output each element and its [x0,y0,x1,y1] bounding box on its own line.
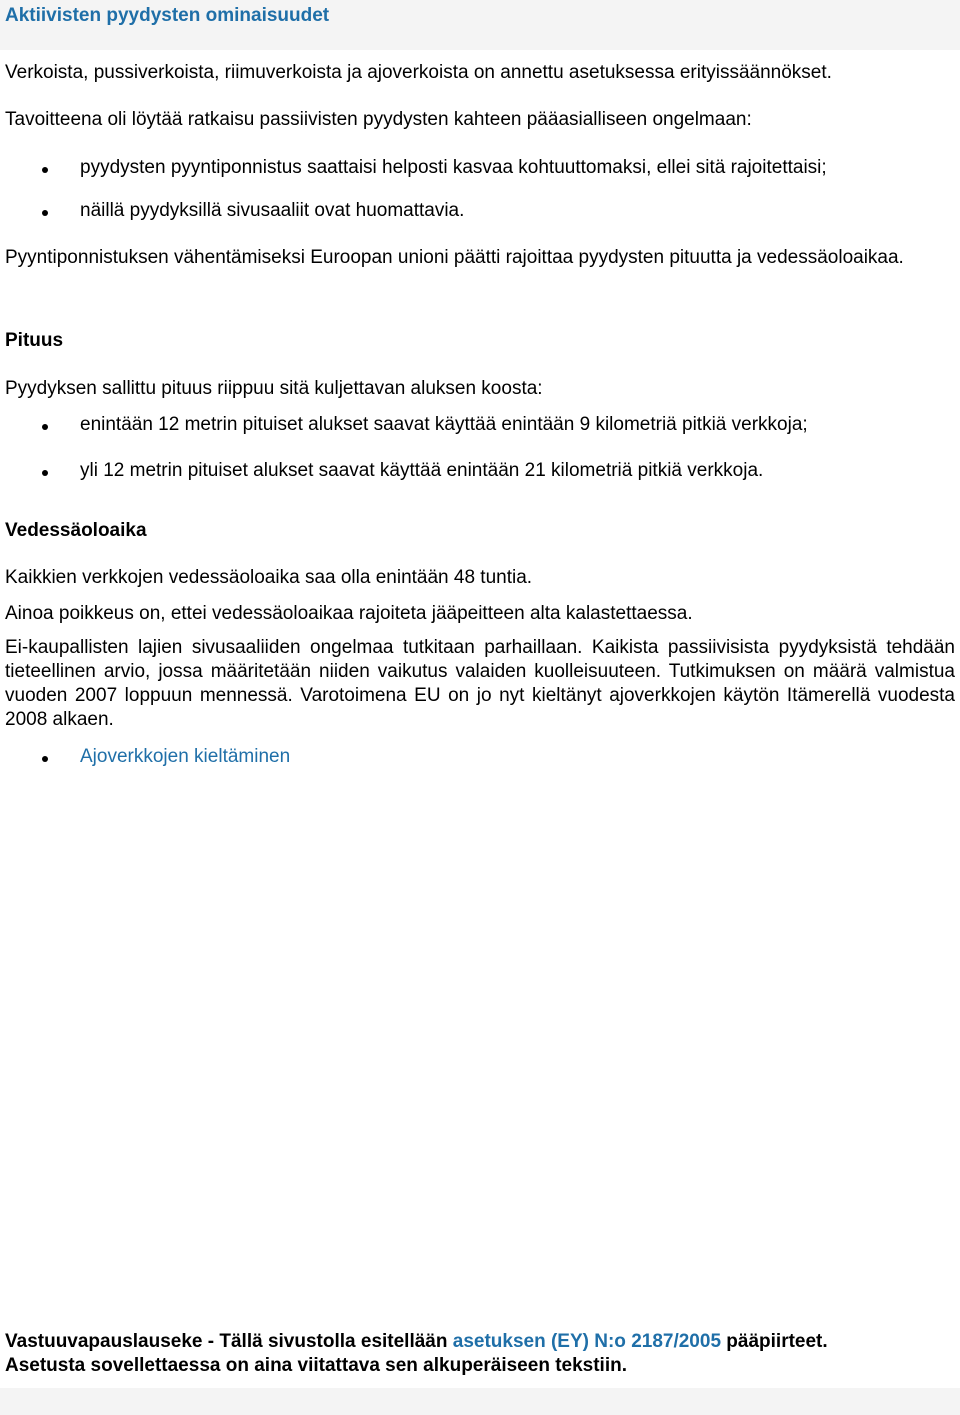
bullet-dot [42,756,48,762]
section-heading-vedessaoloaika: Vedessäoloaika [5,520,147,541]
vedessaoloaika-paragraph-1: Kaikkien verkkojen vedessäoloaika saa olla enintään 48 tuntia. [5,567,533,588]
vedessaoloaika-paragraph-2: Ainoa poikkeus on, ettei vedessäoloaikaa rajoiteta jääpeitteen alta kalastettaessa. [5,603,693,624]
disclaimer-line-2: Asetusta sovellettaessa on aina viitattava sen alkuperäiseen tekstiin. [5,1355,627,1376]
disclaimer-prefix: Vastuuvapauslauseke - Tällä sivustolla esitellään [5,1331,453,1352]
bullet-dot [42,470,48,476]
bullet-dot [42,424,48,430]
regulation-link[interactable]: asetuksen (EY) N:o 2187/2005 [452,1331,722,1352]
bullet-dot [42,167,48,173]
title-bar [0,0,960,50]
intro-paragraph: Verkoista, pussiverkoista, riimuverkoista ja ajoverkoista on annettu asetuksessa erityissäännökset. [5,62,832,83]
vedessaoloaika-paragraph-3: Ei-kaupallisten lajien sivusaaliiden ongelmaa tutkitaan parhaillaan. Kaikista passiivisista pyydyksistä tehdään tieteellinen arvio, jossa määritetään niiden vaikutus valaiden kuolleisuuteen. Tutkimuksen on määrä valmistua vuoden 2007 loppuun mennessä. Varotoimena EU on jo nyt kieltänyt ajoverkkojen käytön Itämerellä vuodesta 2008 alkaen. [5,637,955,730]
pituus-bullet-2: yli 12 metrin pituiset alukset saavat käyttää enintään 21 kilometriä pitkiä verkkoja. [80,460,764,481]
intro-bullet-1: pyydysten pyyntiponnistus saattaisi helposti kasvaa kohtuuttomaksi, ellei sitä rajoitettaisi; [80,157,827,178]
pituus-paragraph: Pyydyksen sallittu pituus riippuu sitä kuljettavan aluksen koosta: [5,378,543,399]
disclaimer-suffix: pääpiirteet. [721,1331,828,1352]
section-heading-pituus: Pituus [5,330,64,351]
pituus-bullet-1: enintään 12 metrin pituiset alukset saavat käyttää enintään 9 kilometriä pitkiä verkkoja; [80,414,808,435]
intro-conclusion: Pyyntiponnistuksen vähentämiseksi Euroopan unioni päätti rajoittaa pyydysten pituutta ja vedessäoloaikaa. [5,247,904,268]
footer-bar [0,1388,960,1415]
disclaimer-line-1 [5,1330,955,1354]
link-ajoverkkojen-kieltaminen[interactable]: Ajoverkkojen kieltäminen [80,746,291,767]
page-title: Aktiivisten pyydysten ominaisuudet [5,5,330,26]
intro-bullet-2: näillä pyydyksillä sivusaaliit ovat huomattavia. [80,200,465,221]
disclaimer [5,1330,955,1378]
intro-goal: Tavoitteena oli löytää ratkaisu passiivisten pyydysten kahteen pääasialliseen ongelmaan: [5,109,752,130]
bullet-dot [42,210,48,216]
